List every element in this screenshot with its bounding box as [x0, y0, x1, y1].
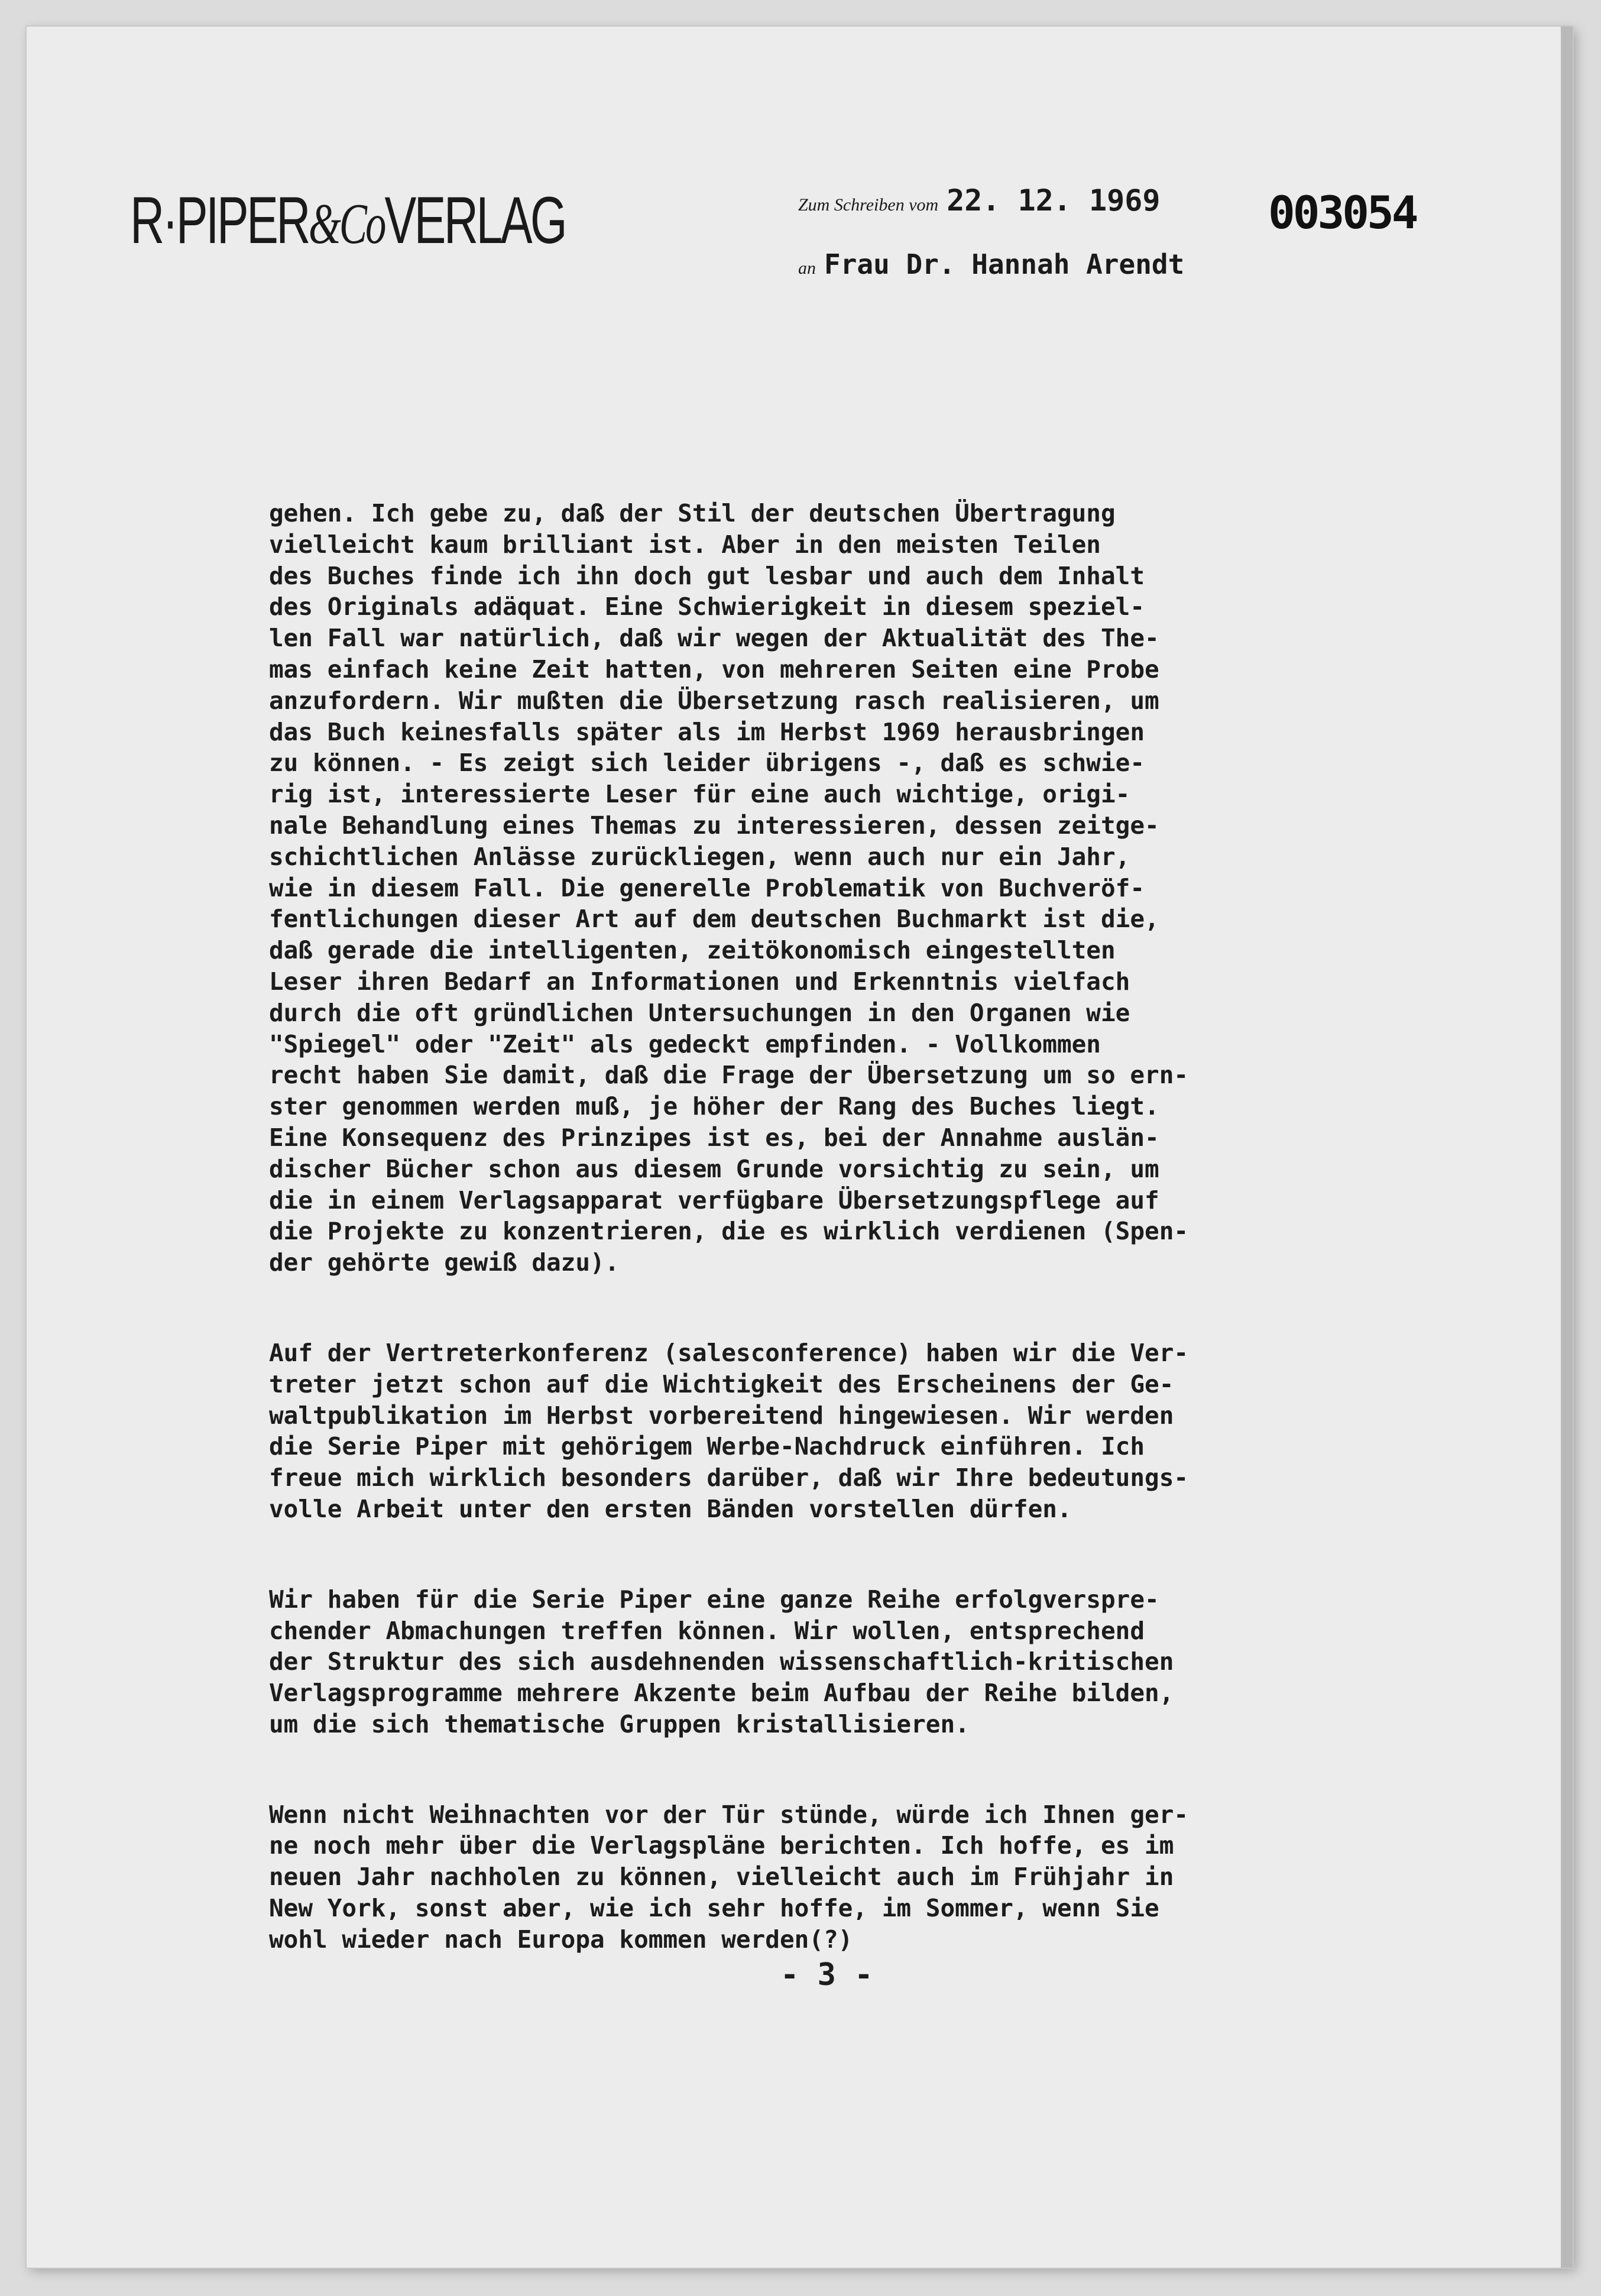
body-paragraph	[269, 1584, 1392, 1740]
letter-date: 22. 12. 1969	[947, 183, 1161, 218]
text-line: recht haben Sie damit, daß die Frage der Übersetzung um so ern-	[269, 1061, 1189, 1090]
body-paragraph	[269, 498, 1392, 1278]
text-line: durch die oft gründlichen Untersuchungen in den Organen wie	[269, 998, 1130, 1027]
text-line: nale Behandlung eines Themas zu interessieren, dessen zeitge-	[269, 811, 1159, 840]
recipient-name: Frau Dr. Hannah Arendt	[824, 248, 1185, 280]
text-line: des Originals adäquat. Eine Schwierigkeit in diesem speziel-	[269, 592, 1145, 621]
text-line: discher Bücher schon aus diesem Grunde vorsichtig zu sein, um	[269, 1154, 1159, 1183]
text-line: mas einfach keine Zeit hatten, von mehreren Seiten eine Probe	[269, 655, 1159, 684]
text-line: vielleicht kaum brilliant ist. Aber in den meisten Teilen	[269, 530, 1101, 559]
body-paragraph	[269, 1338, 1392, 1525]
text-line: Wir haben für die Serie Piper eine ganze Reihe erfolgverspre-	[269, 1585, 1159, 1614]
page-number: - 3 -	[780, 1957, 873, 1993]
text-line: wie in diesem Fall. Die generelle Problematik von Buchveröf-	[269, 873, 1145, 902]
text-line: Verlagsprogramme mehrere Akzente beim Aufbau der Reihe bilden,	[269, 1679, 1174, 1708]
text-line: Eine Konsequenz des Prinzipes ist es, bei der Annahme auslän-	[269, 1123, 1159, 1152]
body-paragraph	[269, 1799, 1392, 1955]
text-line: des Buches finde ich ihn doch gut lesbar und auch dem Inhalt	[269, 561, 1145, 590]
text-line: ne noch mehr über die Verlagspläne berichten. Ich hoffe, es im	[269, 1831, 1174, 1860]
date-label: Zum Schreiben vom	[798, 195, 939, 215]
text-line: wohl wieder nach Europa kommen werden(?)	[269, 1925, 853, 1954]
text-line: ster genommen werden muß, je höher der Rang des Buches liegt.	[269, 1092, 1159, 1121]
letter-body	[269, 498, 1392, 1955]
letterhead-name: R·PIPER	[130, 183, 309, 257]
text-line: rig ist, interessierte Leser für eine auch wichtige, origi-	[269, 780, 1130, 809]
text-line: die in einem Verlagsapparat verfügbare Übersetzungspflege auf	[269, 1186, 1159, 1215]
text-line: volle Arbeit unter den ersten Bänden vorstellen dürfen.	[269, 1494, 1072, 1523]
text-line: schichtlichen Anlässe zurückliegen, wenn auch nur ein Jahr,	[269, 842, 1130, 871]
text-line: chender Abmachungen treffen können. Wir wollen, entsprechend	[269, 1616, 1145, 1645]
archive-document-number: 003054	[1268, 186, 1417, 239]
text-line: Auf der Vertreterkonferenz (salesconference) haben wir die Ver-	[269, 1338, 1189, 1367]
text-line: die Serie Piper mit gehörigem Werbe-Nachdruck einführen. Ich	[269, 1432, 1145, 1461]
page-edge-shadow	[1561, 27, 1573, 2268]
text-line: Leser ihren Bedarf an Informationen und Erkenntnis vielfach	[269, 967, 1130, 996]
text-line: zu können. - Es zeigt sich leider übrigens -, daß es schwie-	[269, 749, 1145, 778]
text-line: gehen. Ich gebe zu, daß der Stil der deutschen Übertragung	[269, 499, 1116, 527]
text-line: um die sich thematische Gruppen kristallisieren.	[269, 1709, 970, 1738]
text-line: daß gerade die intelligenten, zeitökonomisch eingestellten	[269, 936, 1116, 965]
publisher-letterhead	[130, 182, 565, 258]
reference-date-row	[798, 183, 1160, 218]
text-line: len Fall war natürlich, daß wir wegen der Aktualität des The-	[269, 624, 1159, 653]
letterhead-verlag: VERLAG	[384, 183, 566, 257]
text-line: die Projekte zu konzentrieren, die es wirklich verdienen (Spen-	[269, 1217, 1189, 1246]
text-line: treter jetzt schon auf die Wichtigkeit des Erscheinens der Ge-	[269, 1369, 1174, 1398]
text-line: freue mich wirklich besonders darüber, daß wir Ihre bedeutungs-	[269, 1463, 1189, 1492]
recipient-row	[798, 248, 1184, 280]
text-line: anzufordern. Wir mußten die Übersetzung rasch realisieren, um	[269, 686, 1159, 715]
text-line: der gehörte gewiß dazu).	[269, 1248, 620, 1277]
recipient-label: an	[798, 258, 816, 278]
text-line: neuen Jahr nachholen zu können, vielleicht auch im Frühjahr in	[269, 1863, 1174, 1892]
text-line: fentlichungen dieser Art auf dem deutschen Buchmarkt ist die,	[269, 905, 1159, 934]
text-line: der Struktur des sich ausdehnenden wissenschaftlich-kritischen	[269, 1647, 1174, 1676]
letterhead-ampersand: &Co	[308, 192, 385, 256]
text-line: Wenn nicht Weihnachten vor der Tür stünde, würde ich Ihnen ger-	[269, 1800, 1189, 1829]
text-line: waltpublikation im Herbst vorbereitend hingewiesen. Wir werden	[269, 1401, 1174, 1430]
text-line: New York, sonst aber, wie ich sehr hoffe, im Sommer, wenn Sie	[269, 1894, 1159, 1923]
text-line: "Spiegel" oder "Zeit" als gedeckt empfinden. - Vollkommen	[269, 1029, 1101, 1058]
text-line: das Buch keinesfalls später als im Herbst 1969 herausbringen	[269, 717, 1145, 746]
